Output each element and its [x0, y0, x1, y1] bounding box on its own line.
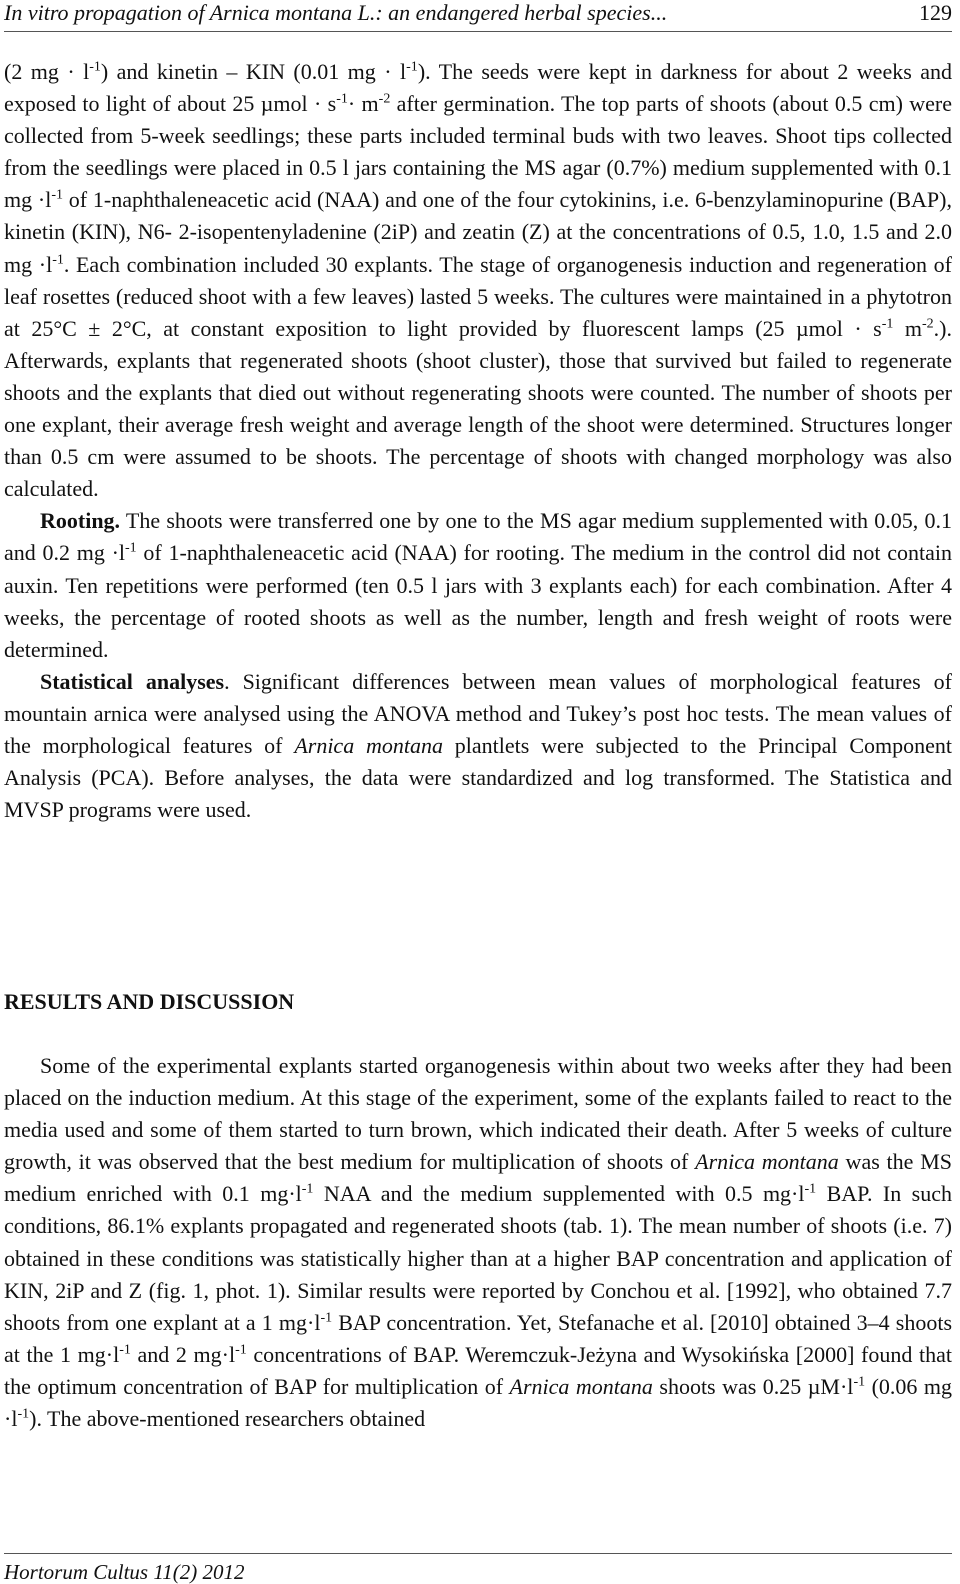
running-header — [4, 0, 952, 32]
exponent: -1 — [52, 252, 64, 268]
exponent: -1 — [125, 541, 137, 557]
journal-citation: Hortorum Cultus 11(2) 2012 — [4, 1560, 245, 1584]
header-rule — [4, 31, 952, 32]
exponent: -1 — [51, 188, 64, 204]
exponent: -1 — [320, 1310, 333, 1326]
species-name: Arnica montana — [695, 1149, 839, 1175]
exponent: -1 — [336, 91, 348, 107]
species-name: Arnica montana — [509, 1373, 653, 1399]
exponent: -1 — [119, 1342, 131, 1358]
exponent: -1 — [853, 1374, 866, 1390]
running-title: In vitro propagation of Arnica montana L.: an endangered herbal species... — [4, 0, 668, 25]
results-section — [4, 1050, 952, 1435]
exponent: -1 — [881, 316, 894, 332]
exponent: -1 — [301, 1182, 314, 1198]
run-heading: Rooting. — [40, 508, 121, 534]
exponent: -1 — [406, 59, 418, 75]
exponent: -2 — [921, 316, 934, 332]
statistics-paragraph: Statistical analyses. Significant differences between mean values of morphological features of mountain arnica were analysed using the ANOVA method and Tukey’s post hoc tests. The mean values of the morphological features of Arnica montana plantlets were subjected to the Principal Component Analysis (PCA). Before analyses, the data were standardized and log transformed. The Statistica and MVSP programs were used. — [4, 668, 952, 823]
exponent: -1 — [804, 1182, 817, 1198]
exponent: -1 — [89, 59, 101, 75]
section-heading: RESULTS AND DISCUSSION — [4, 989, 295, 1014]
run-heading: Statistical analyses — [40, 668, 225, 694]
rooting-paragraph: Rooting. The shoots were transferred one by one to the MS agar medium supplemented with 0.05, 0.1 and 0.2 mg $\cdot l^{-1}$ of 1-naphthaleneacetic acid (NAA) for rooting. The medium in the control did not contain auxin. Ten repetitions were performed (ten 0.5 l jars with 3 explants each) for each combination. After 4 weeks, the percentage of rooted shoots as well as the number, length and fresh weight of roots were determined. — [4, 508, 952, 662]
species-name: Arnica montana — [294, 732, 443, 758]
exponent: -1 — [235, 1342, 247, 1358]
methods-paragraph: (2 mg · $l^{-1}$) and kinetin – KIN (0.01 mg · $l^{-1}$). The seeds were kept in darkness for about 2 weeks and exposed to light of about 25 $\mu mol \cdot s^{-1}\cdot m^{-2}$ after germination. The top parts of shoots (about 0.5 cm) were collected from 5-week seedlings; these parts included terminal buds with two leaves. Shoot tips collected from the seedlings were placed in 0.5 l jars containing the MS agar (0.7%) medium supplemented with 0.1 mg $\cdot l^{-1}$ of 1-naphthaleneacetic acid (NAA) and one of the four cytokinins, i.e. 6-benzylaminopurine (BAP), kinetin (KIN), N6- 2-isopentenyladenine (2iP) and zeatin (Z) at the concentrations of 0.5, 1.0, 1.5 and 2.0 mg $\cdot l^{-1}$. Each combination included 30 explants. The stage of organogenesis induction and regeneration of leaf rosettes (reduced shoot with a few leaves) lasted 5 weeks. The cultures were maintained in a phytotron at 25°C ± 2°C, at constant exposition to light provided by fluorescent lamps (25 $\mu mol \cdot s^{-1}$ $m^{-2}$.). Afterwards, explants that regenerated shoots (shoot cluster), those that survived but failed to regenerate shoots and the explants that died out without regenerating shoots were counted. The number of shoots per one explant, their average fresh weight and average length of the shoot were determined. Structures longer than 0.5 cm were assumed to be shoots. The percentage of shoots with changed morphology was also calculated. — [4, 59, 952, 502]
methods-section — [4, 56, 952, 826]
footer-rule — [4, 1553, 952, 1554]
exponent: -2 — [378, 91, 391, 107]
exponent: -1 — [17, 1406, 30, 1422]
page-number: 129 — [919, 0, 952, 25]
results-paragraph: Some of the experimental explants started organogenesis within about two weeks after they had been placed on the induction medium. At this stage of the experiment, some of the explants failed to react to the media used and some of them started to turn brown, which indicated their death. After 5 weeks of culture growth, it was observed that the best medium for multiplication of shoots of Arnica montana was the MS medium enriched with 0.1 $mg\cdot l^{-1}$ NAA and the medium supplemented with 0.5 $mg\cdot l^{-1}$ BAP. In such conditions, 86.1% explants propagated and regenerated shoots (tab. 1). The mean number of shoots (i.e. 7) obtained in these conditions was statistically higher than at a higher BAP concentration and application of KIN, 2iP and Z (fig. 1, phot. 1). Similar results were reported by Conchou et al. [1992], who obtained 7.7 shoots from one explant at a 1 $mg\cdot l^{-1}$ BAP concentration. Yet, Stefanache et al. [2010] obtained 3–4 shoots at the 1 $mg\cdot l^{-1}$ and 2 $mg\cdot l^{-1}$ concentrations of BAP. Weremczuk-Jeżyna and Wysokińska [2000] found that the optimum concentration of BAP for multiplication of Arnica montana shoots was 0.25 $\mu M\cdot l^{-1}$ (0.06 mg $\cdot l^{-1}$). The above-mentioned researchers obtained — [4, 1053, 953, 1432]
